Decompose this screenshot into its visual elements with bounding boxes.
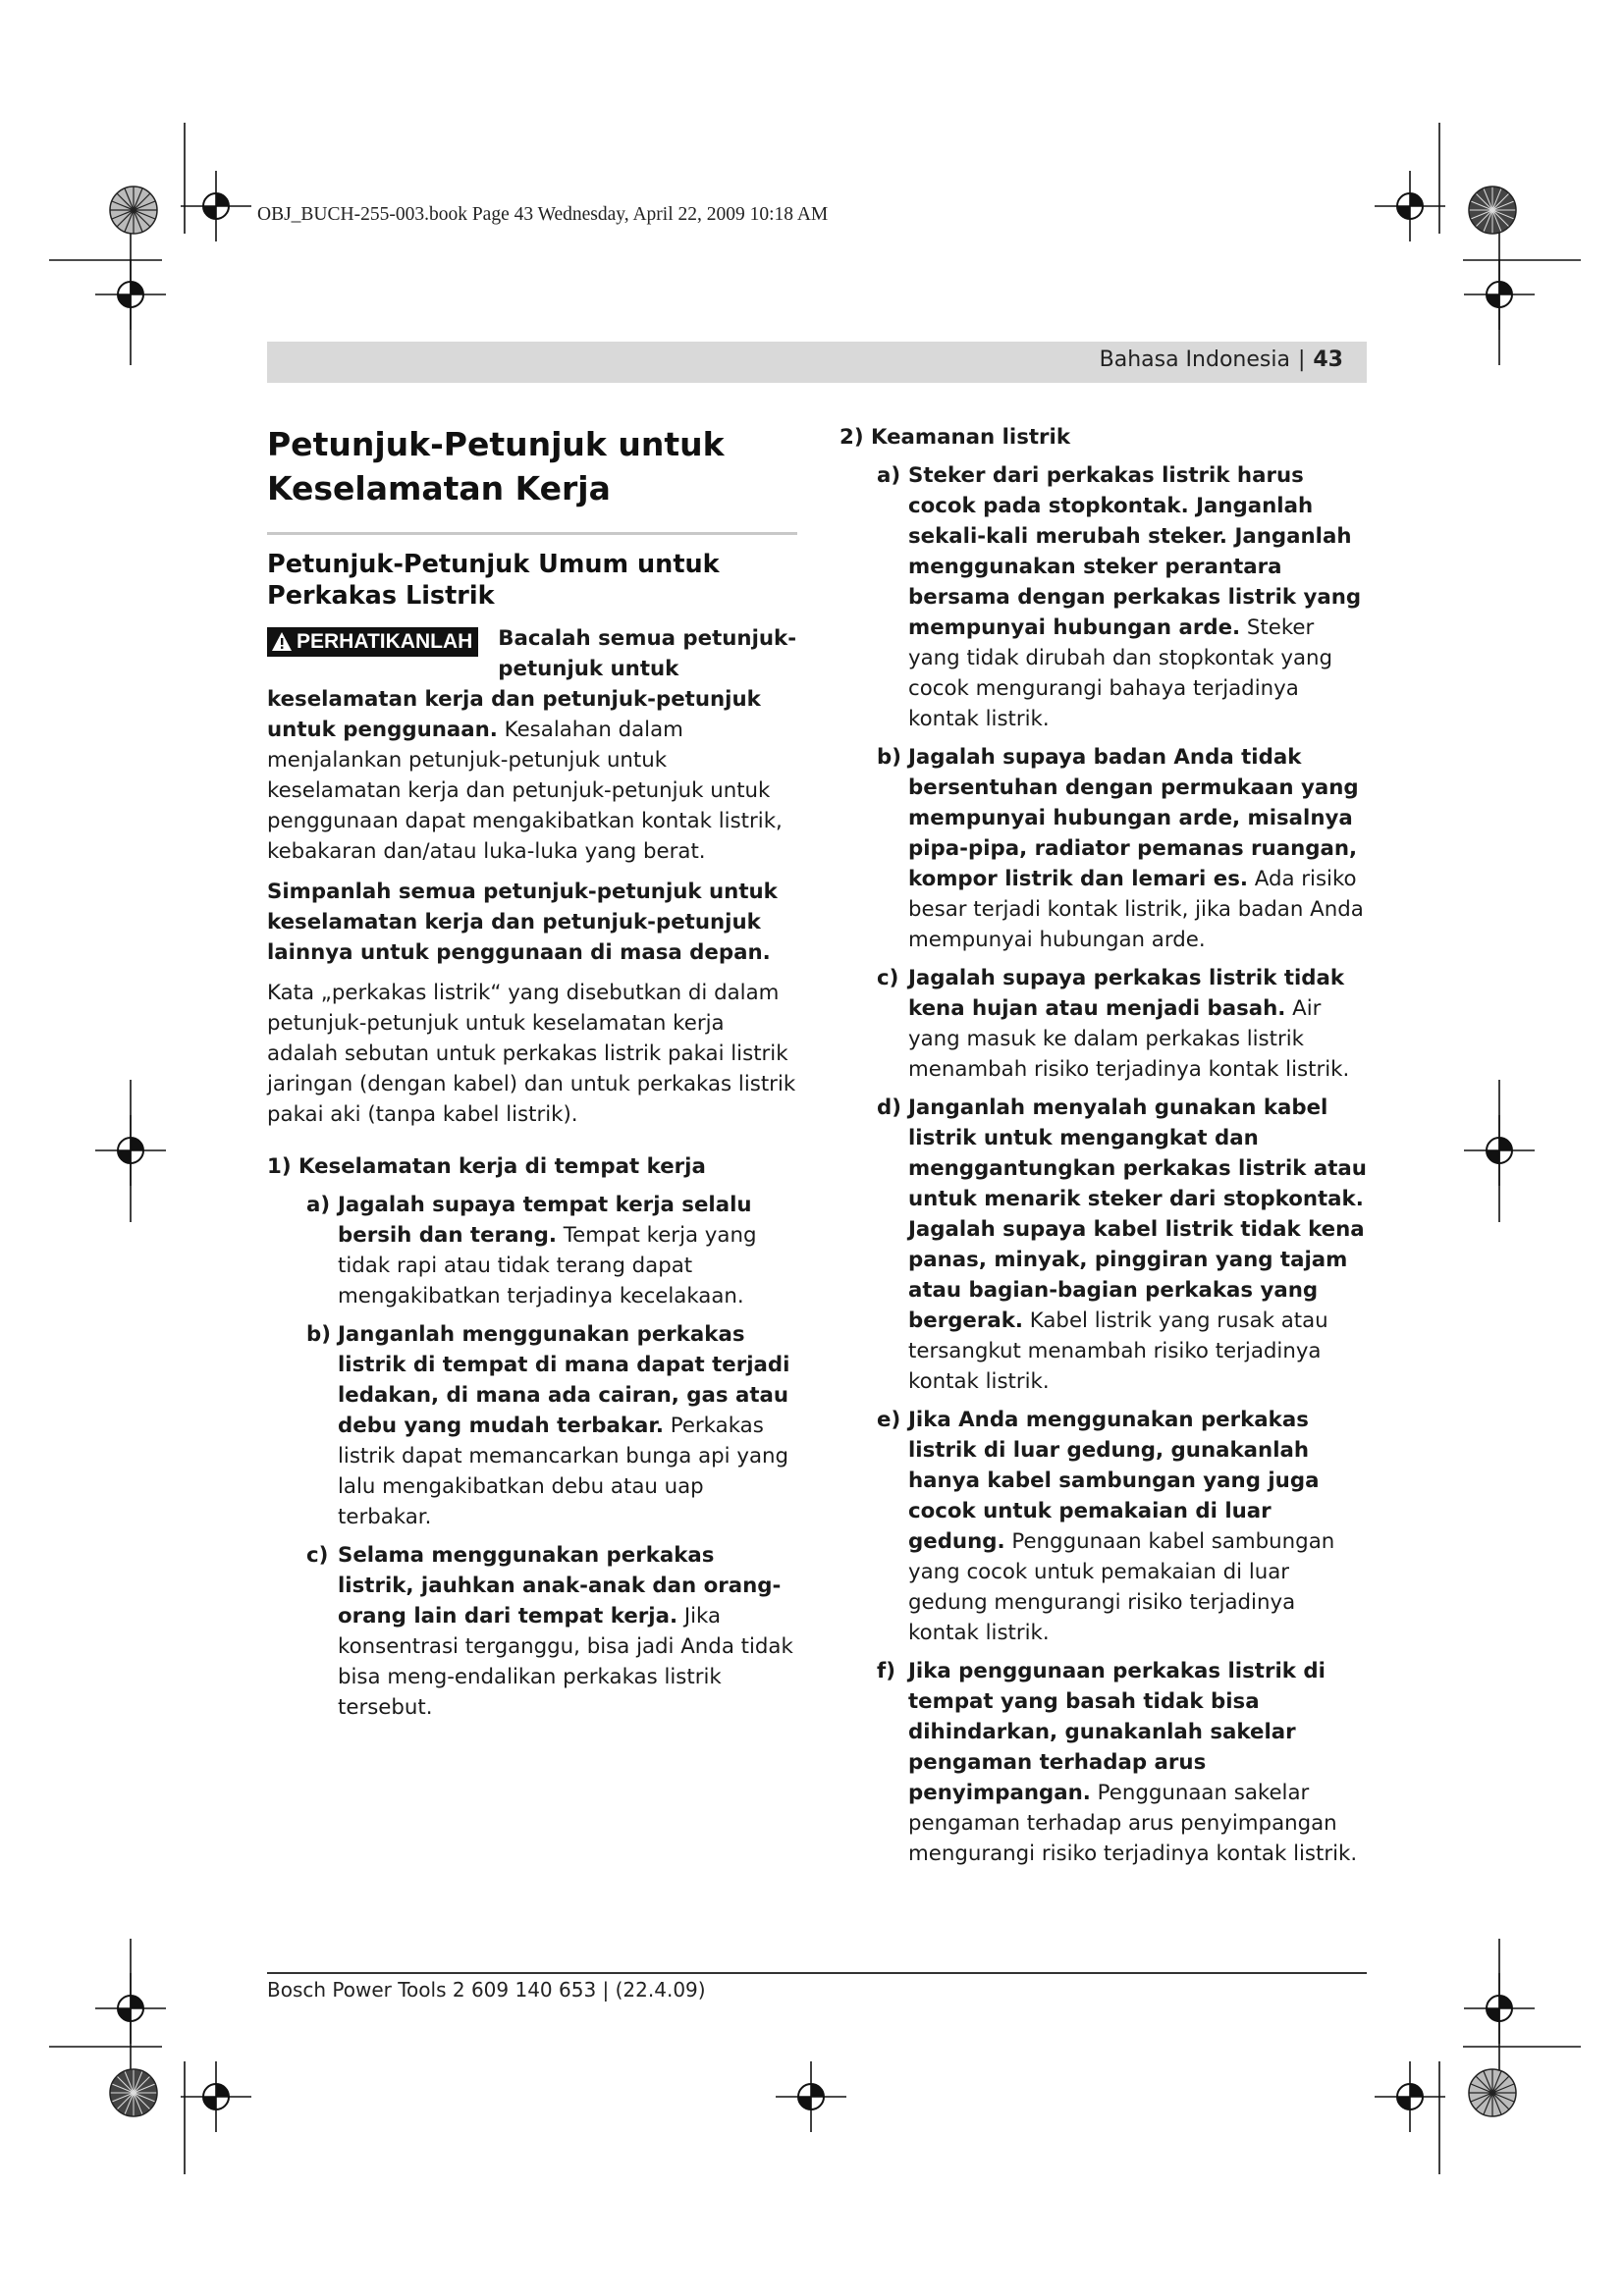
section-2-heading: Keamanan listrik xyxy=(870,425,1071,450)
item-body: Perkakas listrik dapat memancarkan bunga api yang lalu mengakibatkan debu atau uap terbakar. xyxy=(338,1414,789,1529)
item-label: d) xyxy=(877,1095,901,1120)
list-item xyxy=(306,1319,797,1532)
list-item xyxy=(877,1093,1370,1397)
item-body: Air yang masuk ke dalam perkakas listrik menambah risiko terjadinya kontak listrik. xyxy=(908,996,1350,1082)
section-2-title xyxy=(839,422,1370,453)
list-item xyxy=(306,1190,797,1311)
item-label: a) xyxy=(306,1193,331,1217)
warning-bold-text: Bacalah semua petunjuk-petunjuk untuk keselamatan kerja dan petunjuk-petunjuk untuk penggunaan. xyxy=(267,626,797,742)
item-text xyxy=(908,460,1370,734)
item-body: Ada risiko besar terjadi kontak listrik, jika badan Anda mempunyai hubungan arde. xyxy=(908,867,1364,952)
running-header xyxy=(267,342,1367,383)
header-text xyxy=(1100,347,1343,372)
item-bold: Jagalah supaya badan Anda tidak bersentuhan dengan permukaan yang mempunyai hubungan arde, misalnya pipa-pipa, radiator pemanas ruangan, kompor listrik dan lemari es. xyxy=(908,745,1359,891)
item-body: Kabel listrik yang rusak atau tersangkut menambah risiko terjadinya kontak listrik. xyxy=(908,1308,1328,1394)
warning-paragraph xyxy=(267,623,797,867)
print-book-info: OBJ_BUCH-255-003.book Page 43 Wednesday, April 22, 2009 10:18 AM xyxy=(257,204,829,225)
list-item xyxy=(877,963,1370,1085)
item-label: b) xyxy=(877,745,901,770)
list-item xyxy=(877,460,1370,734)
item-bold: Jagalah supaya perkakas listrik tidak kena hujan atau menjadi basah. xyxy=(908,966,1345,1021)
footer-text: Bosch Power Tools 2 609 140 653 | (22.4.09) xyxy=(267,1978,706,2002)
item-label: f) xyxy=(877,1659,895,1683)
right-column xyxy=(839,422,1370,1869)
item-bold: Selama menggunakan perkakas listrik, jauhkan anak-anak dan orang-orang lain dari tempat kerja. xyxy=(338,1543,782,1629)
definition-paragraph: Kata „perkakas listrik“ yang disebutkan di dalam petunjuk-petunjuk untuk keselamatan kerja adalah sebutan untuk perkakas listrik pakai listrik jaringan (dengan kabel) dan untuk perkakas listrik pakai aki (tanpa kabel listrik). xyxy=(267,981,796,1127)
section-1-heading: Keselamatan kerja di tempat kerja xyxy=(298,1154,706,1179)
footer-rule xyxy=(267,1972,1367,1974)
item-bold: Steker dari perkakas listrik harus cocok pada stopkontak. Janganlah sekali-kali merubah steker. Janganlah menggunakan steker perantara bersama dengan perkakas listrik yang mempunyai hubungan arde. xyxy=(908,463,1362,640)
list-item xyxy=(877,1656,1370,1869)
item-label: b) xyxy=(306,1322,331,1347)
item-text xyxy=(908,963,1370,1085)
item-text xyxy=(908,1093,1370,1397)
section-1-title xyxy=(267,1151,797,1182)
item-body: Tempat kerja yang tidak rapi atau tidak terang dapat mengakibatkan terjadinya kecelakaan. xyxy=(338,1223,757,1308)
item-bold: Jika penggunaan perkakas listrik di tempat yang basah tidak bisa dihindarkan, gunakanlah sakelar pengaman terhadap arus penyimpangan. xyxy=(908,1659,1326,1805)
item-bold: Janganlah menggunakan perkakas listrik di tempat di mana dapat terjadi ledakan, di mana ada cairan, gas atau debu yang mudah terbakar. xyxy=(338,1322,790,1438)
item-label: c) xyxy=(877,966,899,990)
item-bold: Jagalah supaya tempat kerja selalu bersih dan terang. xyxy=(338,1193,752,1248)
list-item xyxy=(306,1540,797,1723)
title-rule xyxy=(267,532,797,535)
item-body: Penggunaan sakelar pengaman terhadap arus penyimpangan mengurangi risiko terjadinya kontak listrik. xyxy=(908,1781,1358,1866)
item-text xyxy=(908,1405,1370,1648)
warning-label: PERHATIKANLAH xyxy=(297,630,473,653)
warning-body-text: Kesalahan dalam menjalankan petunjuk-petunjuk untuk keselamatan kerja dan petunjuk-petunjuk untuk penggunaan dapat mengakibatkan kontak listrik, kebakaran dan/atau luka-luka yang berat. xyxy=(267,718,783,864)
item-label: a) xyxy=(877,463,901,488)
warning-badge xyxy=(267,627,478,657)
item-bold: Jika Anda menggunakan perkakas listrik di luar gedung, gunakanlah hanya kabel sambungan yang juga cocok untuk pemakaian di luar gedung. xyxy=(908,1408,1320,1554)
item-text xyxy=(338,1540,797,1723)
item-label: e) xyxy=(877,1408,901,1432)
item-body: Penggunaan kabel sambungan yang cocok untuk pemakaian di luar gedung mengurangi risiko terjadinya kontak listrik. xyxy=(908,1529,1335,1645)
section-2-number: 2) xyxy=(839,425,864,450)
item-text xyxy=(338,1319,797,1532)
item-label: c) xyxy=(306,1543,329,1568)
warning-triangle-icon xyxy=(271,631,293,653)
keep-instructions-notice: Simpanlah semua petunjuk-petunjuk untuk keselamatan kerja dan petunjuk-petunjuk lainnya untuk penggunaan di masa depan. xyxy=(267,880,778,965)
section-heading: Petunjuk-Petunjuk Umum untuk Perkakas Listrik xyxy=(267,550,720,611)
item-body: Steker yang tidak dirubah dan stopkontak yang cocok mengurangi bahaya terjadinya kontak listrik. xyxy=(908,615,1333,731)
section-1-number: 1) xyxy=(267,1154,292,1179)
header-language: Bahasa Indonesia xyxy=(1099,347,1290,372)
left-column xyxy=(267,422,797,1723)
item-text xyxy=(908,1656,1370,1869)
page-title: Petunjuk-Petunjuk untuk Keselamatan Kerja xyxy=(267,425,725,507)
item-text xyxy=(338,1190,797,1311)
item-bold: Janganlah menyalah gunakan kabel listrik untuk mengangkat dan menggantungkan perkakas listrik atau untuk menarik steker dari stopkontak. Jagalah supaya kabel listrik tidak kena panas, minyak, pinggiran yang tajam atau bagian-bagian perkakas yang bergerak. xyxy=(908,1095,1367,1333)
item-text xyxy=(908,742,1370,955)
page-number: 43 xyxy=(1313,347,1343,372)
list-item xyxy=(877,1405,1370,1648)
item-body: Jika konsentrasi terganggu, bisa jadi Anda tidak bisa meng-endalikan perkakas listrik tersebut. xyxy=(338,1604,793,1720)
header-separator: | xyxy=(1297,347,1306,372)
list-item xyxy=(877,742,1370,955)
